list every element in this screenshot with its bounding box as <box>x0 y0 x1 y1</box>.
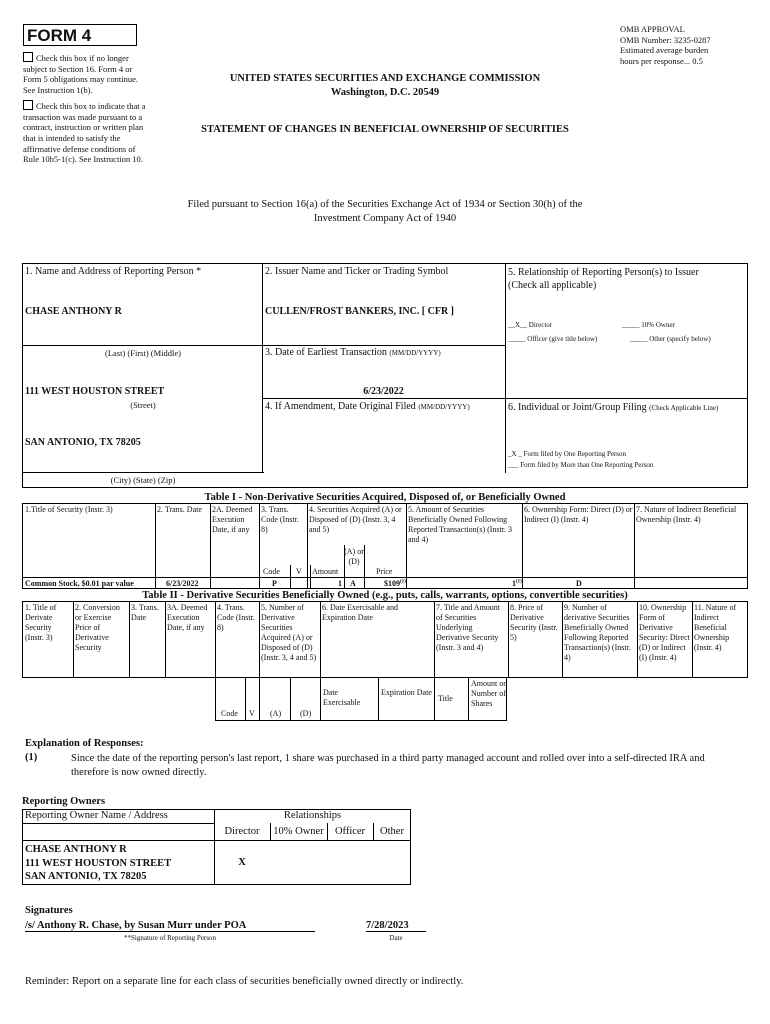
relationship-10pct: _____ 10% Owner <box>622 321 675 329</box>
owner-director-mark: X <box>238 857 246 868</box>
reporting-grid <box>22 263 748 488</box>
checkbox-10b5[interactable] <box>23 100 151 165</box>
owners-h-officer: Officer <box>334 826 366 837</box>
omb-line: Estimated average burden <box>620 45 709 56</box>
table1-amount: 1 <box>338 579 342 588</box>
reminder: Reminder: Report on a separate line for each class of securities beneficially owned directly or indirectly. <box>25 976 464 987</box>
agency-name: UNITED STATES SECURITIES AND EXCHANGE COMMISSION <box>229 73 541 84</box>
owner-city: SAN ANTONIO, TX 78205 <box>25 871 147 883</box>
filing-option-one: _X _ Form filed by One Reporting Person <box>508 450 627 458</box>
issuer-name: CULLEN/FROST BANKERS, INC. [ CFR ] <box>265 306 455 317</box>
box1-label-text: 1. Name and Address of Reporting Person <box>25 266 194 277</box>
relationship-other: _____ Other (specify below) <box>630 335 711 343</box>
table1-h1: 1.Title of Security (Instr. 3) <box>25 505 113 514</box>
reporting-person-name: CHASE ANTHONY R <box>25 306 122 317</box>
table1-aord: A <box>350 579 356 588</box>
table2-sub-exercisable: Date Exercisable <box>323 688 361 707</box>
table2-h2: 2. Conversion or Exercise Price of Derivative Security <box>75 603 120 652</box>
table1-h2a: 2A. Deemed Execution Date, if any <box>212 505 253 534</box>
table2-h6: 6. Date Exercisable and Expiration Date <box>322 603 398 622</box>
box5-label <box>508 266 744 292</box>
table1-h7: 7. Nature of Indirect Beneficial Ownership (Instr. 4) <box>636 505 737 524</box>
omb-line: OMB Number: 3235-0287 <box>620 34 711 45</box>
owners-h-director: Director <box>224 826 260 837</box>
table2-h4: 4. Trans. Code (Instr. 8) <box>217 603 255 632</box>
signature-label: **Signature of Reporting Person <box>124 934 216 942</box>
checkbox-icon[interactable] <box>23 100 33 110</box>
box3-label-text: 3. Date of Earliest Transaction <box>265 347 387 358</box>
footnote-ref: (1) <box>516 579 522 585</box>
table1-h2: 2. Trans. Date <box>157 505 202 514</box>
relationship-officer: _____ Officer (give title below) <box>508 335 598 343</box>
box6-sub: (Check Applicable Line) <box>649 404 719 412</box>
table2-h7: 7. Title and Amount of Securities Underlying Derivative Security (Instr. 3 and 4) <box>436 603 501 652</box>
table2-h10: 10. Ownership Form of Derivative Security: Direct (D) or Indirect (I) (Instr. 4) <box>639 603 690 662</box>
box5-label-text: 5. Relationship of Reporting Person(s) to Issuer <box>508 267 699 278</box>
relationship-director: __X__ Director <box>508 321 553 329</box>
table1-h6: 6. Ownership Form: Direct (D) or Indirect (I) (Instr. 4) <box>524 505 633 524</box>
table1-owned-value: 1 <box>512 579 516 588</box>
table2-h9: 9. Number of derivative Securities Beneficially Owned Following Reported Transaction(s) (Instr. 4) <box>564 603 631 662</box>
reporting-person-street: 111 WEST HOUSTON STREET <box>25 386 165 397</box>
table1-price <box>384 579 406 589</box>
owner-name: CHASE ANTHONY R <box>25 844 127 855</box>
earliest-transaction-date: 6/23/2022 <box>363 386 404 397</box>
signature-date: 7/28/2023 <box>366 920 426 932</box>
table1-sub-aord: (A) or (D) <box>344 547 364 566</box>
table2-h1: 1. Title of Derivate Security (Instr. 3) <box>25 603 57 642</box>
reporting-person-city: SAN ANTONIO, TX 78205 <box>25 437 141 448</box>
table1-h4: 4. Securities Acquired (A) or Disposed of (D) (Instr. 3, 4 and 5) <box>309 505 402 534</box>
owners-title: Reporting Owners <box>22 796 106 807</box>
table2-sub-a: (A) <box>270 709 282 718</box>
owners-h-10pct: 10% Owner <box>273 826 324 837</box>
box4-format: (MM/DD/YYYY) <box>418 403 470 411</box>
filing-option-multiple: ___ Form filed by More than One Reporting Person <box>508 461 654 469</box>
box4-label-text: 4. If Amendment, Date Original Filed <box>265 401 416 412</box>
box6-label <box>508 401 746 414</box>
agency-location: Washington, D.C. 20549 <box>330 86 440 98</box>
box4-label <box>265 401 470 412</box>
explanation-title: Explanation of Responses: <box>25 738 144 749</box>
table1-title: Table I - Non-Derivative Securities Acquired, Disposed of, or Beneficially Owned <box>204 492 566 503</box>
checkbox-10b5-label: Check this box to indicate that a transaction was made pursuant to a contract, instruction or written plan that is intended to satisfy the affirmative defense conditions of Rule 10b5-1(c). See Instruction 10. <box>23 101 146 165</box>
owner-address <box>25 843 171 884</box>
table1-sub-price: Price <box>376 567 393 576</box>
box1-label <box>25 266 201 277</box>
table1-sub-amount: Amount <box>312 567 339 576</box>
signatures-title: Signatures <box>25 905 73 916</box>
box3-label <box>265 347 441 358</box>
box6-label-text: 6. Individual or Joint/Group Filing <box>508 402 647 413</box>
omb-line: OMB APPROVAL <box>620 24 685 34</box>
table2-h3: 3. Trans. Date <box>131 603 159 622</box>
filed-pursuant-line2: Investment Company Act of 1940 <box>313 213 457 225</box>
omb-approval <box>620 24 760 67</box>
owners-h-relationships: Relationships <box>283 810 342 821</box>
table2-sub-expiration: Expiration Date <box>381 688 432 697</box>
box3-format: (MM/DD/YYYY) <box>389 349 441 357</box>
table2-sub-v: V <box>249 709 255 718</box>
table2-sub-code: Code <box>221 709 238 718</box>
table2-sub-d: (D) <box>300 709 312 718</box>
table1-trans-date: 6/23/2022 <box>166 579 199 588</box>
omb-line: hours per response... 0.5 <box>620 55 703 66</box>
table1-h5: 5. Amount of Securities Beneficially Owned Following Reported Transaction(s) (Instr. 3 and 4) <box>408 505 512 544</box>
table1-h3: 3. Trans. Code (Instr. 8) <box>261 505 299 534</box>
table2-sub-title: Title <box>438 694 453 703</box>
table1-owned <box>512 579 522 589</box>
footnote-star: * <box>196 266 202 277</box>
box5-sub: (Check all applicable) <box>508 280 597 291</box>
table1-price-value: $109 <box>384 579 400 588</box>
owner-street: 111 WEST HOUSTON STREET <box>25 857 172 869</box>
box2-label: 2. Issuer Name and Ticker or Trading Symbol <box>265 266 449 277</box>
table1-form: D <box>576 579 582 588</box>
owners-h-other: Other <box>380 826 404 837</box>
city-hint: (City) (State) (Zip) <box>110 475 176 485</box>
checkbox-section16-label: Check this box if no longer subject to Section 16. Form 4 or Form 5 obligations may continue. See Instruction 1(b). <box>23 53 138 95</box>
table1-sub-v: V <box>296 567 302 576</box>
owners-h-name: Reporting Owner Name / Address <box>25 810 168 821</box>
footnote-text: Since the date of the reporting person's last report, 1 share was purchased in a third party managed account and rolled over into a self-directed IRA and therefore is now owned directly. <box>71 753 705 779</box>
signature-date-label: Date <box>389 934 403 942</box>
form-title: FORM 4 <box>23 24 137 46</box>
table2-h3a: 3A. Deemed Execution Date, if any <box>167 603 208 632</box>
table2-title: Table II - Derivative Securities Beneficially Owned (e.g., puts, calls, warrants, options, convertible securities) <box>142 590 628 601</box>
filed-pursuant <box>120 198 650 226</box>
agency-header <box>180 72 590 99</box>
signature-value: /s/ Anthony R. Chase, by Susan Murr under POA <box>25 920 315 932</box>
name-hint: (Last) (First) (Middle) <box>104 348 181 358</box>
footnote-label: (1) <box>25 752 38 763</box>
table1-security: Common Stock, $0.01 par value <box>25 579 134 588</box>
table2-h11: 11. Nature of Indirect Beneficial Ownership (Instr. 4) <box>694 603 737 652</box>
street-hint: (Street) <box>130 400 156 410</box>
table2-h5: 5. Number of Derivative Securities Acquired (A) or Disposed of (D) (Instr. 3, 4 and 5) <box>261 603 317 662</box>
table1-sub-code: Code <box>263 567 280 576</box>
checkbox-section16[interactable] <box>23 52 151 96</box>
checkbox-icon[interactable] <box>23 52 33 62</box>
table1-code: P <box>272 579 277 588</box>
footnote-ref: (1) <box>400 579 406 585</box>
table2-sub-amount: Amount or Number of Shares <box>471 679 506 708</box>
table2-h8: 8. Price of Derivative Security (Instr. 5) <box>510 603 558 642</box>
statement-title: STATEMENT OF CHANGES IN BENEFICIAL OWNERSHIP OF SECURITIES <box>201 124 569 135</box>
filed-pursuant-line1: Filed pursuant to Section 16(a) of the Securities Exchange Act of 1934 or Section 30(h) of the <box>187 199 583 210</box>
